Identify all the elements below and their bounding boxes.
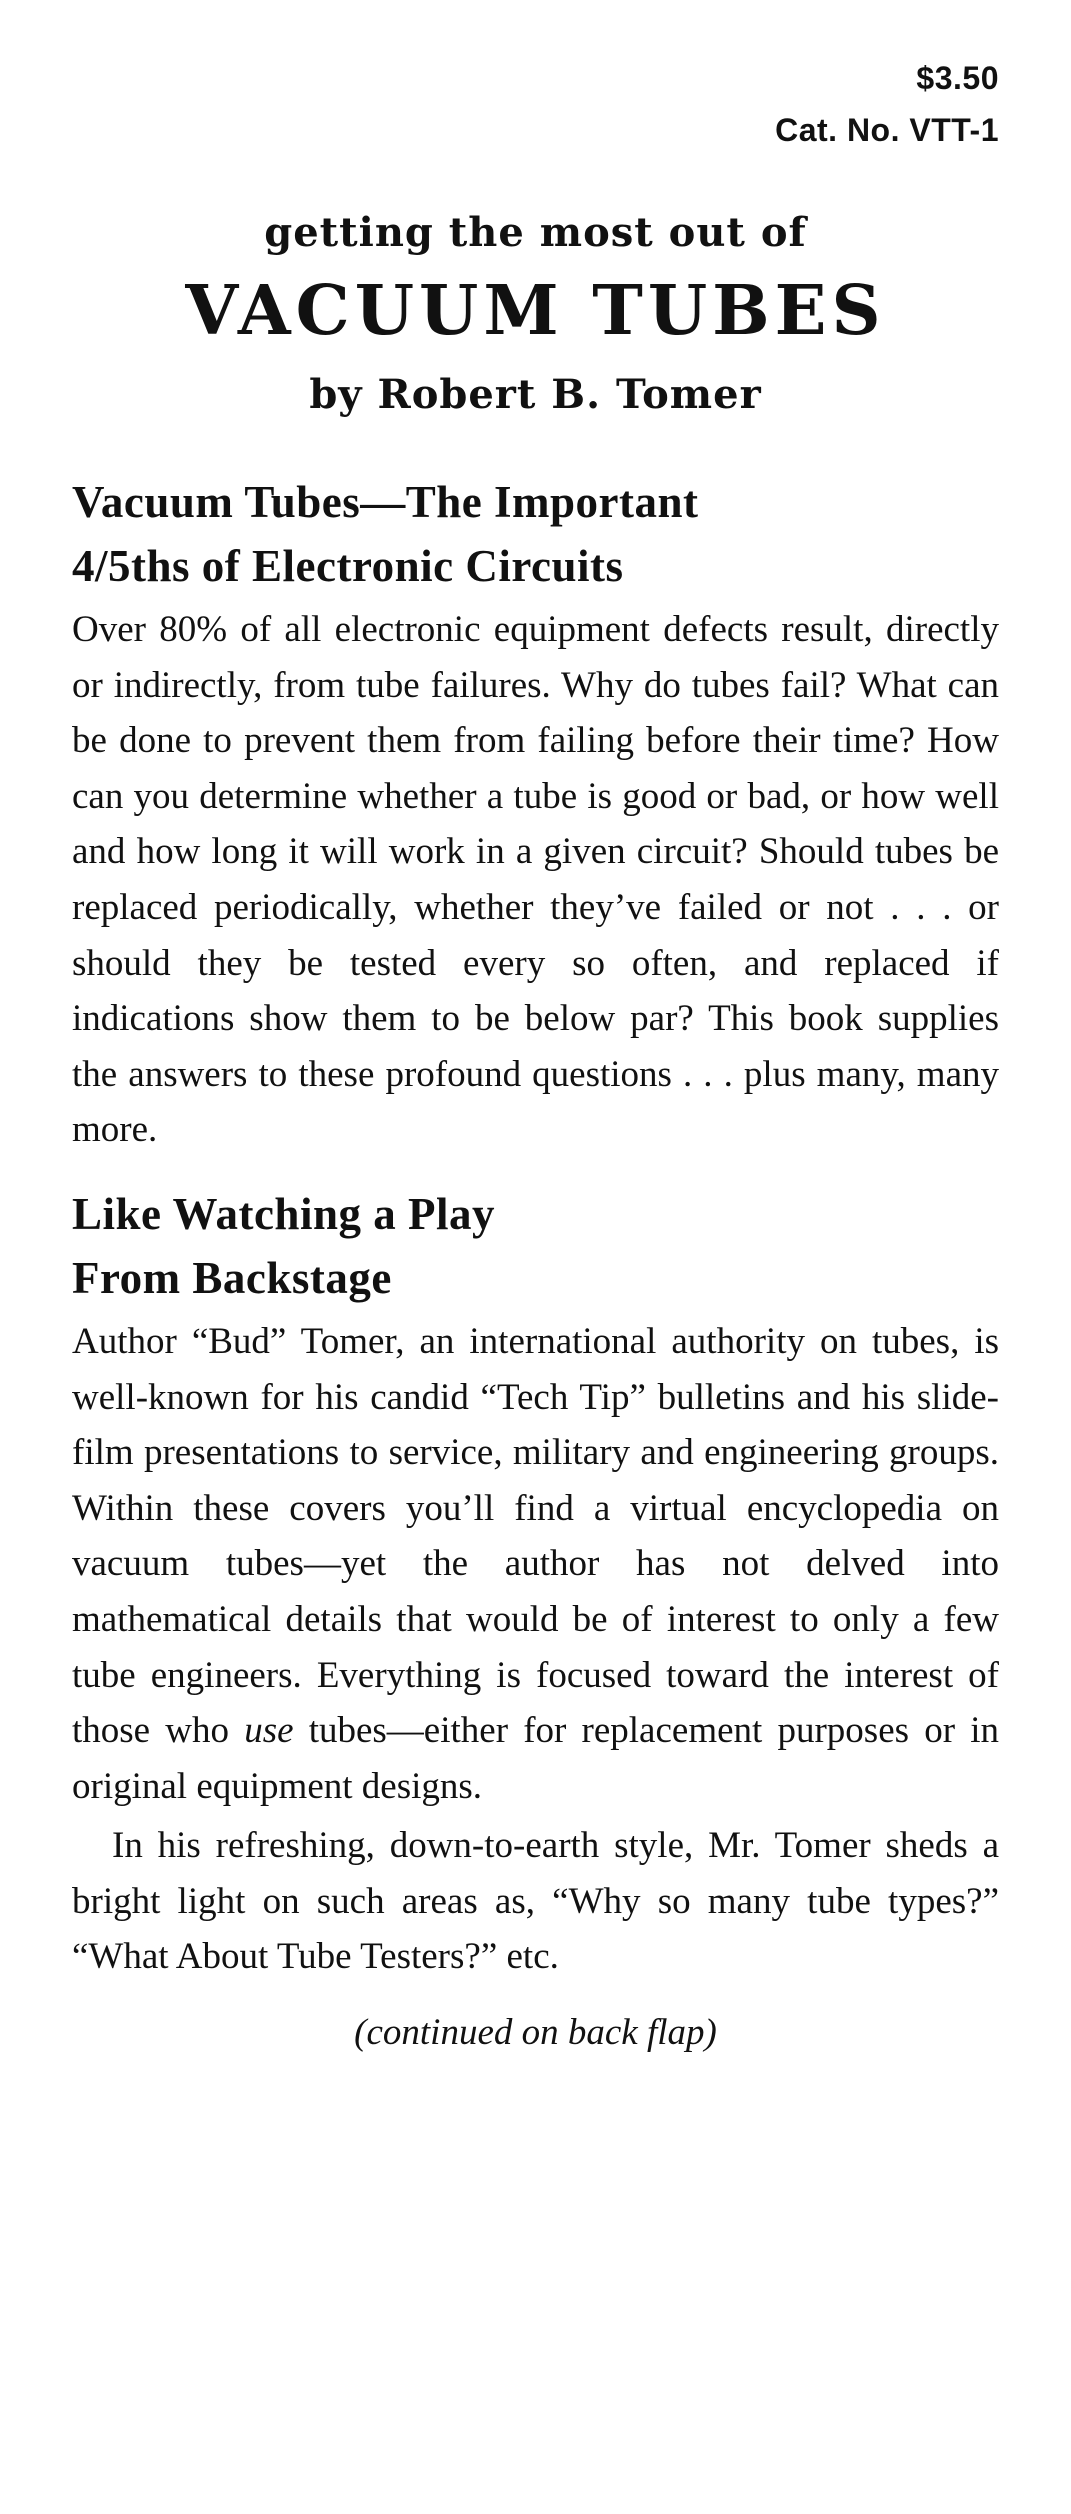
paragraph-text: Author “Bud” Tomer, an international authority on tubes, is well-known for his candid “Tech Tip” bulletins and his slide-film presentations to service, military and engineering groups. Within these covers you’ll find a virtual encyclopedia on vacuum tubes—yet the author has not delved into mathematical details that would be of interest to only a few tube engineers. Everything is focused toward the interest of those who — [72, 1320, 999, 1752]
book-title: VACUUM TUBES — [185, 271, 886, 351]
catalog-number: Cat. No. VTT-1 — [775, 112, 999, 148]
flap-content — [72, 470, 999, 2061]
heading-line: Like Watching a Play — [72, 1188, 495, 1239]
heading-line: From Backstage — [72, 1252, 392, 1303]
heading-line: 4/5ths of Electronic Circuits — [72, 541, 624, 591]
section-backstage — [72, 1182, 999, 1985]
body-paragraph: In his refreshing, down-to-earth style, Mr. Tomer sheds a bright light on such areas as, “Why so many tube types?” “What About Tube Testers?” etc. — [72, 1825, 999, 1978]
emphasis-text: use — [244, 1710, 294, 1752]
paragraph-text: tubes—either for replacement purposes or in original equipment designs. — [72, 1710, 999, 1807]
title-top-line: getting the most out of — [264, 209, 807, 256]
section-heading — [72, 470, 999, 598]
author-line: by Robert B. Tomer — [309, 371, 762, 418]
body-paragraph — [72, 1314, 999, 1814]
price-block — [775, 52, 999, 156]
title-block — [72, 205, 999, 423]
body-paragraph: Over 80% of all electronic equipment defects result, directly or indirectly, from tube failures. Why do tubes fail? What can be done to prevent them from failing before their time? How can you determine whether a tube is good or bad, or how well and how long it will work in a given circuit? Should tubes be replaced periodically, whether they’ve failed or not . . . or should they be tested every so often, and replaced if indications show them to be below par? This book supplies the answers to these profound questions . . . plus many, many more. — [72, 609, 999, 1151]
section-heading — [72, 1182, 999, 1310]
heading-line: Vacuum Tubes—The Important — [72, 477, 699, 527]
continued-note: (continued on back flap) — [354, 2012, 717, 2054]
section-vacuum-tubes — [72, 470, 999, 1158]
price: $3.50 — [916, 60, 999, 96]
